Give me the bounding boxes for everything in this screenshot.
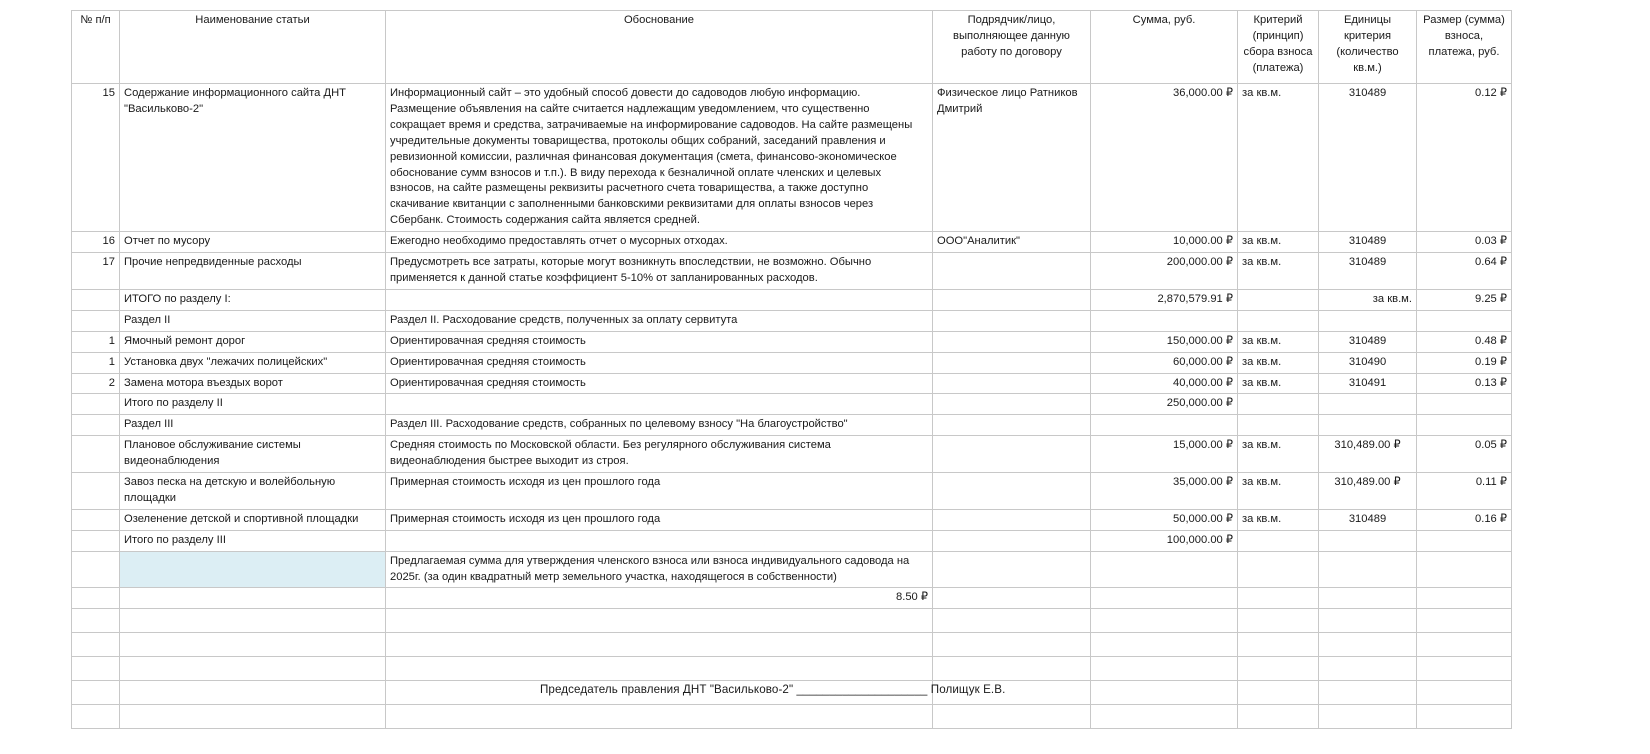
cell-justification[interactable]: Средняя стоимость по Московской области. Без регулярного обслуживания система видеонаблюдения быстрее выходит из строя. — [386, 436, 933, 473]
cell-justification[interactable]: Предусмотреть все затраты, которые могут возникнуть впоследствии, не возможно. Обычно применяется к данной статье коэффициент 5-10% от запланированных расходов. — [386, 253, 933, 290]
cell-contractor[interactable] — [933, 310, 1091, 331]
cell-size[interactable]: 0.16 ₽ — [1417, 509, 1512, 530]
cell-num[interactable] — [72, 509, 120, 530]
cell-contractor[interactable] — [933, 530, 1091, 551]
cell-name[interactable]: Содержание информационного сайта ДНТ "Васильково-2" — [120, 84, 386, 232]
cell-sum[interactable]: 35,000.00 ₽ — [1091, 473, 1238, 510]
cell-contractor[interactable] — [933, 705, 1091, 729]
cell-contractor[interactable] — [933, 253, 1091, 290]
cell-sum[interactable] — [1091, 415, 1238, 436]
table-row-empty — [72, 633, 1512, 657]
table-body — [72, 84, 1512, 729]
cell-name[interactable] — [120, 681, 386, 705]
cell-justification[interactable]: 8.50 ₽ — [386, 588, 933, 609]
cell-criterion[interactable]: за кв.м. — [1238, 436, 1319, 473]
cell-num[interactable]: 16 — [72, 232, 120, 253]
cell-sum[interactable]: 15,000.00 ₽ — [1091, 436, 1238, 473]
cell-units[interactable] — [1319, 415, 1417, 436]
cell-contractor[interactable] — [933, 633, 1091, 657]
cell-justification[interactable] — [386, 530, 933, 551]
cell-size[interactable] — [1417, 657, 1512, 681]
cell-justification[interactable]: Ориентировачная средняя стоимость — [386, 331, 933, 352]
cell-criterion[interactable] — [1238, 289, 1319, 310]
cell-size[interactable] — [1417, 633, 1512, 657]
column-header-just: Обоснование — [386, 11, 933, 84]
cell-name[interactable]: Раздел III — [120, 415, 386, 436]
cell-num[interactable] — [72, 681, 120, 705]
table-row-section — [72, 310, 1512, 331]
cell-criterion[interactable]: за кв.м. — [1238, 352, 1319, 373]
cell-num[interactable] — [72, 394, 120, 415]
cell-name[interactable]: Раздел II — [120, 310, 386, 331]
cell-units[interactable]: 310489 — [1319, 331, 1417, 352]
cell-criterion[interactable] — [1238, 633, 1319, 657]
cell-justification[interactable]: Примерная стоимость исходя из цен прошлого года — [386, 509, 933, 530]
cell-criterion[interactable] — [1238, 588, 1319, 609]
cell-num[interactable] — [72, 657, 120, 681]
cell-size[interactable]: 0.05 ₽ — [1417, 436, 1512, 473]
cell-contractor[interactable] — [933, 415, 1091, 436]
table-row-result — [72, 588, 1512, 609]
cell-size[interactable] — [1417, 705, 1512, 729]
cell-units[interactable] — [1319, 551, 1417, 588]
cell-units[interactable] — [1319, 657, 1417, 681]
cell-sum[interactable]: 36,000.00 ₽ — [1091, 84, 1238, 232]
cell-units[interactable]: за кв.м. — [1319, 289, 1417, 310]
table-row — [72, 331, 1512, 352]
cell-size[interactable] — [1417, 588, 1512, 609]
cell-sum[interactable] — [1091, 681, 1238, 705]
cell-sum[interactable]: 100,000.00 ₽ — [1091, 530, 1238, 551]
cell-units[interactable]: 310491 — [1319, 373, 1417, 394]
cell-name[interactable] — [120, 588, 386, 609]
cell-sum[interactable] — [1091, 609, 1238, 633]
column-header-sum: Сумма, руб. — [1091, 11, 1238, 84]
cell-criterion[interactable] — [1238, 530, 1319, 551]
cell-size[interactable]: 0.64 ₽ — [1417, 253, 1512, 290]
cell-name[interactable] — [120, 705, 386, 729]
cell-units[interactable] — [1319, 530, 1417, 551]
table-row — [72, 352, 1512, 373]
cell-sum[interactable]: 50,000.00 ₽ — [1091, 509, 1238, 530]
cell-contractor[interactable] — [933, 657, 1091, 681]
cell-contractor[interactable] — [933, 609, 1091, 633]
cell-name[interactable] — [120, 633, 386, 657]
cell-name[interactable] — [120, 657, 386, 681]
table-row-total — [72, 530, 1512, 551]
cell-contractor[interactable] — [933, 588, 1091, 609]
cell-num[interactable] — [72, 609, 120, 633]
cell-name[interactable]: Ямочный ремонт дорог — [120, 331, 386, 352]
table-row — [72, 509, 1512, 530]
table-header-row — [72, 11, 1512, 84]
cell-size[interactable] — [1417, 310, 1512, 331]
cell-name[interactable] — [120, 551, 386, 588]
cell-name[interactable]: Итого по разделу II — [120, 394, 386, 415]
cell-size[interactable]: 0.12 ₽ — [1417, 84, 1512, 232]
cell-num[interactable] — [72, 415, 120, 436]
cell-name[interactable]: Прочие непредвиденные расходы — [120, 253, 386, 290]
cell-criterion[interactable] — [1238, 681, 1319, 705]
cell-justification[interactable] — [386, 609, 933, 633]
cell-justification[interactable]: Ежегодно необходимо предоставлять отчет о мусорных отходах. — [386, 232, 933, 253]
cell-contractor[interactable] — [933, 289, 1091, 310]
spreadsheet-sheet — [0, 10, 1650, 754]
cell-criterion[interactable] — [1238, 415, 1319, 436]
cell-criterion[interactable] — [1238, 551, 1319, 588]
cell-justification[interactable]: Примерная стоимость исходя из цен прошлого года — [386, 473, 933, 510]
table-row — [72, 473, 1512, 510]
cell-size[interactable] — [1417, 681, 1512, 705]
table-row — [72, 84, 1512, 232]
cell-num[interactable]: 15 — [72, 84, 120, 232]
cell-name[interactable]: Установка двух "лежачих полицейских" — [120, 352, 386, 373]
cell-contractor[interactable] — [933, 352, 1091, 373]
cell-num[interactable]: 2 — [72, 373, 120, 394]
column-header-name: Наименование статьи — [120, 11, 386, 84]
cell-sum[interactable] — [1091, 633, 1238, 657]
column-header-size: Размер (сумма) взноса, платежа, руб. — [1417, 11, 1512, 84]
cell-criterion[interactable]: за кв.м. — [1238, 473, 1319, 510]
cell-units[interactable]: 310,489.00 ₽ — [1319, 436, 1417, 473]
cell-sum[interactable] — [1091, 588, 1238, 609]
cell-justification[interactable] — [386, 705, 933, 729]
cell-num[interactable]: 1 — [72, 352, 120, 373]
cell-criterion[interactable] — [1238, 310, 1319, 331]
cell-justification[interactable] — [386, 289, 933, 310]
cell-justification[interactable] — [386, 657, 933, 681]
cell-name[interactable]: Итого по разделу III — [120, 530, 386, 551]
cell-name[interactable]: Плановое обслуживание системы видеонаблюдения — [120, 436, 386, 473]
cell-units[interactable] — [1319, 588, 1417, 609]
cell-size[interactable] — [1417, 394, 1512, 415]
table-row-section — [72, 415, 1512, 436]
cell-name[interactable] — [120, 609, 386, 633]
cell-sum[interactable] — [1091, 657, 1238, 681]
cell-contractor[interactable] — [933, 394, 1091, 415]
column-header-contractor: Подрядчик/лицо, выполняющее данную работу по договору — [933, 11, 1091, 84]
cell-criterion[interactable] — [1238, 394, 1319, 415]
cell-sum[interactable]: 200,000.00 ₽ — [1091, 253, 1238, 290]
cell-justification[interactable]: Предлагаемая сумма для утверждения членского взноса или взноса индивидуального садовода на 2025г. (за один квадратный метр земельного участка, находящегося в собственности) — [386, 551, 933, 588]
cell-justification[interactable]: Раздел III. Расходование средств, собранных по целевому взносу "На благоустройство" — [386, 415, 933, 436]
cell-num[interactable] — [72, 588, 120, 609]
cell-sum[interactable] — [1091, 310, 1238, 331]
cell-units[interactable]: 310490 — [1319, 352, 1417, 373]
cell-size[interactable]: 9.25 ₽ — [1417, 289, 1512, 310]
cell-size[interactable]: 0.13 ₽ — [1417, 373, 1512, 394]
cell-criterion[interactable] — [1238, 609, 1319, 633]
cell-units[interactable] — [1319, 705, 1417, 729]
table-row — [72, 373, 1512, 394]
cell-criterion[interactable]: за кв.м. — [1238, 253, 1319, 290]
table-header — [72, 11, 1512, 84]
cell-justification[interactable] — [386, 633, 933, 657]
cell-sum[interactable] — [1091, 551, 1238, 588]
cell-sum[interactable]: 2,870,579.91 ₽ — [1091, 289, 1238, 310]
cell-size[interactable]: 0.19 ₽ — [1417, 352, 1512, 373]
cell-criterion[interactable] — [1238, 657, 1319, 681]
table-row — [72, 436, 1512, 473]
column-header-num: № п/п — [72, 11, 120, 84]
cell-num[interactable] — [72, 289, 120, 310]
cell-justification[interactable]: Информационный сайт – это удобный способ довести до садоводов любую информацию. Размещение объявления на сайте считается надлежащим уведомлением, что существенно сокращает время и средства, затрачиваемые на информирование садоводов. На сайте размещены учредительные документы товарищества, протоколы общих собраний, заседаний правления и ревизионной комиссии, различная финансовая документация (смета, финансово-экономическое обоснование сумм взносов и т.п.). В виду перехода к безналичной оплате членских и целевых взносов, на сайте размещены реквизиты расчетного счета товарищества, а также доступно скачивание квитанции с заполненными банковскими реквизитами для оплаты взносов через Сбербанк. Стоимость содержания сайта является средней. — [386, 84, 933, 232]
cell-sum[interactable]: 150,000.00 ₽ — [1091, 331, 1238, 352]
cell-contractor[interactable]: ООО"Аналитик" — [933, 232, 1091, 253]
cell-size[interactable] — [1417, 530, 1512, 551]
cell-contractor[interactable] — [933, 473, 1091, 510]
cell-criterion[interactable]: за кв.м. — [1238, 232, 1319, 253]
cell-num[interactable] — [72, 473, 120, 510]
cell-num[interactable] — [72, 551, 120, 588]
cell-contractor[interactable] — [933, 551, 1091, 588]
cell-contractor[interactable] — [933, 436, 1091, 473]
cell-num[interactable]: 1 — [72, 331, 120, 352]
cell-contractor[interactable] — [933, 373, 1091, 394]
cell-sum[interactable]: 250,000.00 ₽ — [1091, 394, 1238, 415]
table-row — [72, 232, 1512, 253]
cell-sum[interactable]: 10,000.00 ₽ — [1091, 232, 1238, 253]
cell-contractor[interactable] — [933, 509, 1091, 530]
cell-units[interactable]: 310489 — [1319, 253, 1417, 290]
column-header-criterion: Критерий (принцип) сбора взноса (платежа) — [1238, 11, 1319, 84]
cell-name[interactable]: ИТОГО по разделу I: — [120, 289, 386, 310]
cell-units[interactable] — [1319, 609, 1417, 633]
cell-sum[interactable]: 60,000.00 ₽ — [1091, 352, 1238, 373]
table-row-empty — [72, 657, 1512, 681]
cell-num[interactable] — [72, 436, 120, 473]
cell-criterion[interactable]: за кв.м. — [1238, 331, 1319, 352]
cell-units[interactable] — [1319, 633, 1417, 657]
cell-size[interactable]: 0.11 ₽ — [1417, 473, 1512, 510]
cell-name[interactable]: Замена мотора въездых ворот — [120, 373, 386, 394]
cell-justification[interactable] — [386, 394, 933, 415]
cell-units[interactable]: 310,489.00 ₽ — [1319, 473, 1417, 510]
table-row-empty — [72, 705, 1512, 729]
cell-units[interactable]: 310489 — [1319, 84, 1417, 232]
cell-units[interactable] — [1319, 310, 1417, 331]
cell-num[interactable]: 17 — [72, 253, 120, 290]
cell-size[interactable]: 0.03 ₽ — [1417, 232, 1512, 253]
cell-criterion[interactable]: за кв.м. — [1238, 373, 1319, 394]
cell-size[interactable] — [1417, 551, 1512, 588]
cell-units[interactable] — [1319, 681, 1417, 705]
cell-criterion[interactable] — [1238, 705, 1319, 729]
cell-units[interactable]: 310489 — [1319, 509, 1417, 530]
cell-criterion[interactable]: за кв.м. — [1238, 84, 1319, 232]
cell-sum[interactable]: 40,000.00 ₽ — [1091, 373, 1238, 394]
cell-num[interactable] — [72, 530, 120, 551]
cell-sum[interactable] — [1091, 705, 1238, 729]
cell-num[interactable] — [72, 705, 120, 729]
cell-justification[interactable]: Ориентировачная средняя стоимость — [386, 373, 933, 394]
column-header-units: Единицы критерия (количество кв.м.) — [1319, 11, 1417, 84]
cell-size[interactable] — [1417, 415, 1512, 436]
cell-criterion[interactable]: за кв.м. — [1238, 509, 1319, 530]
cell-contractor[interactable]: Физическое лицо Ратников Дмитрий — [933, 84, 1091, 232]
cell-size[interactable] — [1417, 609, 1512, 633]
cell-justification[interactable]: Ориентировачная средняя стоимость — [386, 352, 933, 373]
cell-justification[interactable]: Раздел II. Расходование средств, полученных за оплату сервитута — [386, 310, 933, 331]
table-row-empty — [72, 609, 1512, 633]
budget-table — [71, 10, 1512, 729]
table-row-total — [72, 394, 1512, 415]
cell-name[interactable]: Озеленение детской и спортивной площадки — [120, 509, 386, 530]
table-row-total — [72, 289, 1512, 310]
cell-contractor[interactable] — [933, 331, 1091, 352]
cell-units[interactable]: 310489 — [1319, 232, 1417, 253]
signature-line: Председатель правления ДНТ "Васильково-2" ____________________ Полищук Е.В. — [540, 683, 1006, 696]
cell-units[interactable] — [1319, 394, 1417, 415]
cell-size[interactable]: 0.48 ₽ — [1417, 331, 1512, 352]
table-row-proposal — [72, 551, 1512, 588]
cell-num[interactable] — [72, 633, 120, 657]
cell-name[interactable]: Отчет по мусору — [120, 232, 386, 253]
cell-num[interactable] — [72, 310, 120, 331]
table-row — [72, 253, 1512, 290]
cell-name[interactable]: Завоз песка на детскую и волейбольную площадки — [120, 473, 386, 510]
